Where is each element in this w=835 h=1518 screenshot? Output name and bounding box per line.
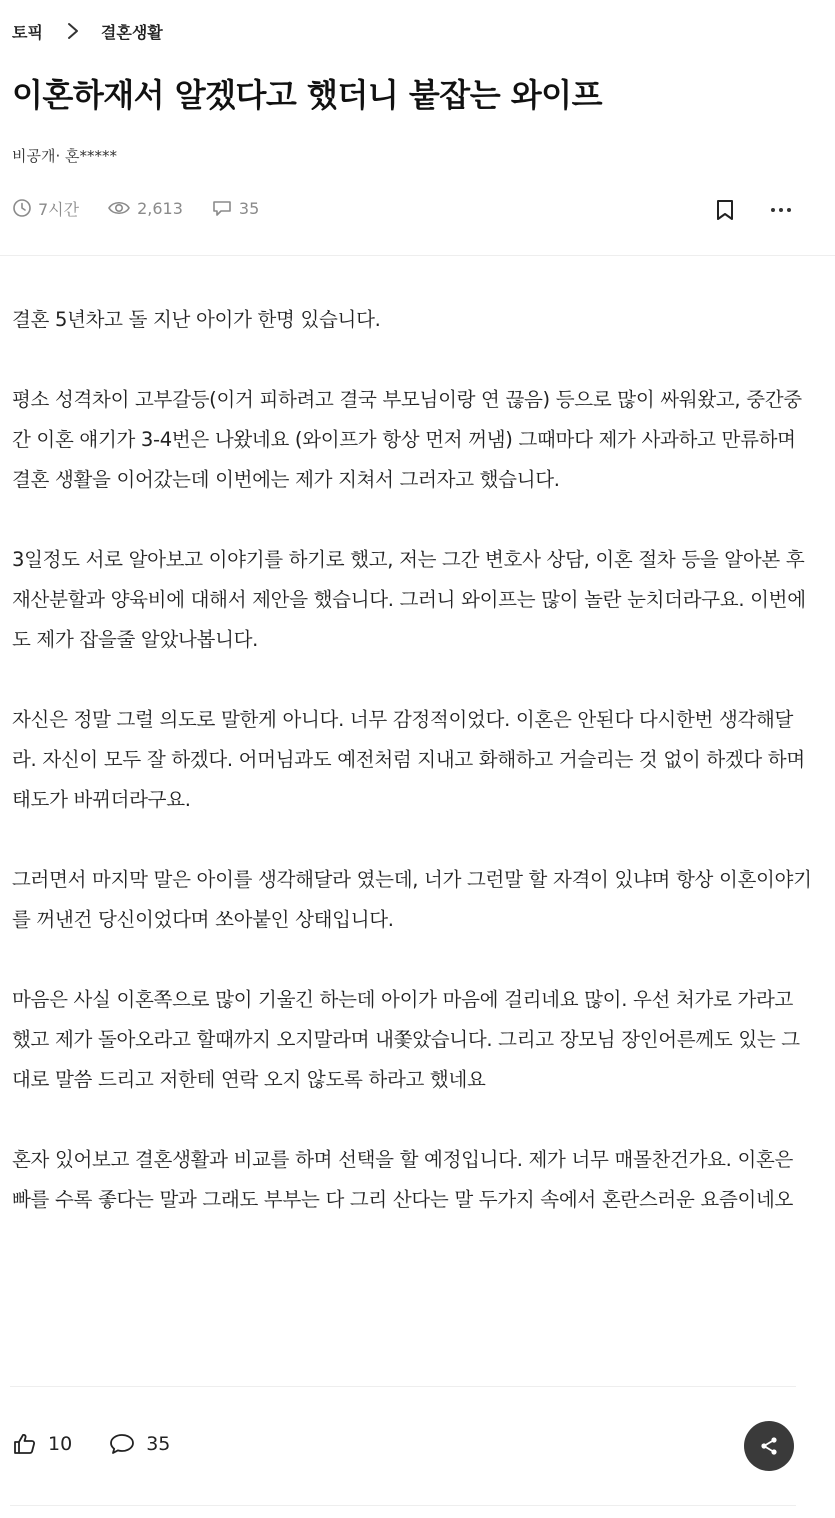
post-actions <box>711 196 795 224</box>
post-paragraph: 마음은 사실 이혼쪽으로 많이 기울긴 하는데 아이가 마음에 걸리네요 많이. 우선 처가로 가라고 했고 제가 돌아오라고 할때까지 오지말라며 내쫓았습니다. 그리고 장모님 장인어른께도 있는 그대로 말씀 드리고 저한테 연락 오지 않도록 하라고 했네요 <box>12 988 800 1091</box>
comment-count: 35 <box>146 1433 171 1455</box>
comment-icon <box>108 1432 136 1456</box>
post-meta <box>12 196 287 220</box>
post-paragraph: 평소 성격차이 고부갈등(이거 피하려고 결국 부모님이랑 연 끊음) 등으로 많이 싸워왔고, 중간중간 이혼 얘기가 3-4번은 나왔네요 (와이프가 항상 먼저 꺼냄) 그때마다 제가 사과하고 만류하며 결혼 생활을 이어갔는데 이번에는 제가 지쳐서 그러자고 했습니다. <box>12 388 802 491</box>
post-views <box>107 198 183 218</box>
divider-footer <box>10 1386 796 1387</box>
breadcrumb-topic[interactable]: 토픽 <box>12 22 43 42</box>
post-comments <box>211 198 259 218</box>
post-paragraph: 3일정도 서로 알아보고 이야기를 하기로 했고, 저는 그간 변호사 상담, 이혼 절차 등을 알아본 후 재산분할과 양육비에 대해서 제안을 했습니다. 그러니 와이프는 많이 놀란 눈치더라구요. 이번에도 제가 잡을줄 알았나봅니다. <box>12 548 806 651</box>
comment-icon <box>211 198 233 218</box>
post-paragraph: 그러면서 마지막 말은 아이를 생각해달라 였는데, 너가 그런말 할 자격이 있냐며 항상 이혼이야기를 꺼낸건 당신이었다며 쏘아붙인 상태입니다. <box>12 868 812 931</box>
post-time <box>12 197 79 220</box>
more-icon <box>770 207 792 213</box>
chevron-right-icon <box>63 21 83 41</box>
comment-button[interactable] <box>108 1432 170 1456</box>
bookmark-icon <box>716 199 734 221</box>
post-comments-value: 35 <box>238 198 260 218</box>
more-button[interactable] <box>767 196 795 224</box>
divider-top <box>0 255 835 256</box>
like-count: 10 <box>48 1433 73 1455</box>
breadcrumb <box>12 18 163 44</box>
post-paragraph: 결혼 5년차고 돌 지난 아이가 한명 있습니다. <box>12 308 381 331</box>
post-title: 이혼하재서 알겠다고 했더니 붙잡는 와이프 <box>12 76 602 114</box>
post-body <box>12 300 812 1260</box>
share-icon <box>758 1435 780 1457</box>
eye-icon <box>107 198 131 218</box>
post-views-value: 2,613 <box>137 198 183 218</box>
divider-bottom <box>10 1505 796 1506</box>
post-time-value: 7시간 <box>38 199 80 219</box>
clock-icon <box>12 198 32 218</box>
breadcrumb-category[interactable]: 결혼생활 <box>100 22 163 42</box>
like-button[interactable] <box>12 1432 72 1456</box>
post-paragraph: 혼자 있어보고 결혼생활과 비교를 하며 선택을 할 예정입니다. 제가 너무 매몰찬건가요. 이혼은 빠를 수록 좋다는 말과 그래도 부부는 다 그리 산다는 말 두가지 속에서 혼란스러운 요즘이네오 <box>12 1148 794 1211</box>
share-button[interactable] <box>744 1421 794 1471</box>
post-paragraph: 자신은 정말 그럴 의도로 말한게 아니다. 너무 감정적이었다. 이혼은 안된다 다시한번 생각해달라. 자신이 모두 잘 하겠다. 어머님과도 예전처럼 지내고 화해하고 거슬리는 것 없이 하겠다 하며 태도가 바뀌더라구요. <box>12 708 805 811</box>
post-footer <box>12 1426 206 1462</box>
post-author: 비공개· 혼***** <box>12 147 117 165</box>
thumbs-up-icon <box>12 1432 38 1456</box>
bookmark-button[interactable] <box>711 196 739 224</box>
